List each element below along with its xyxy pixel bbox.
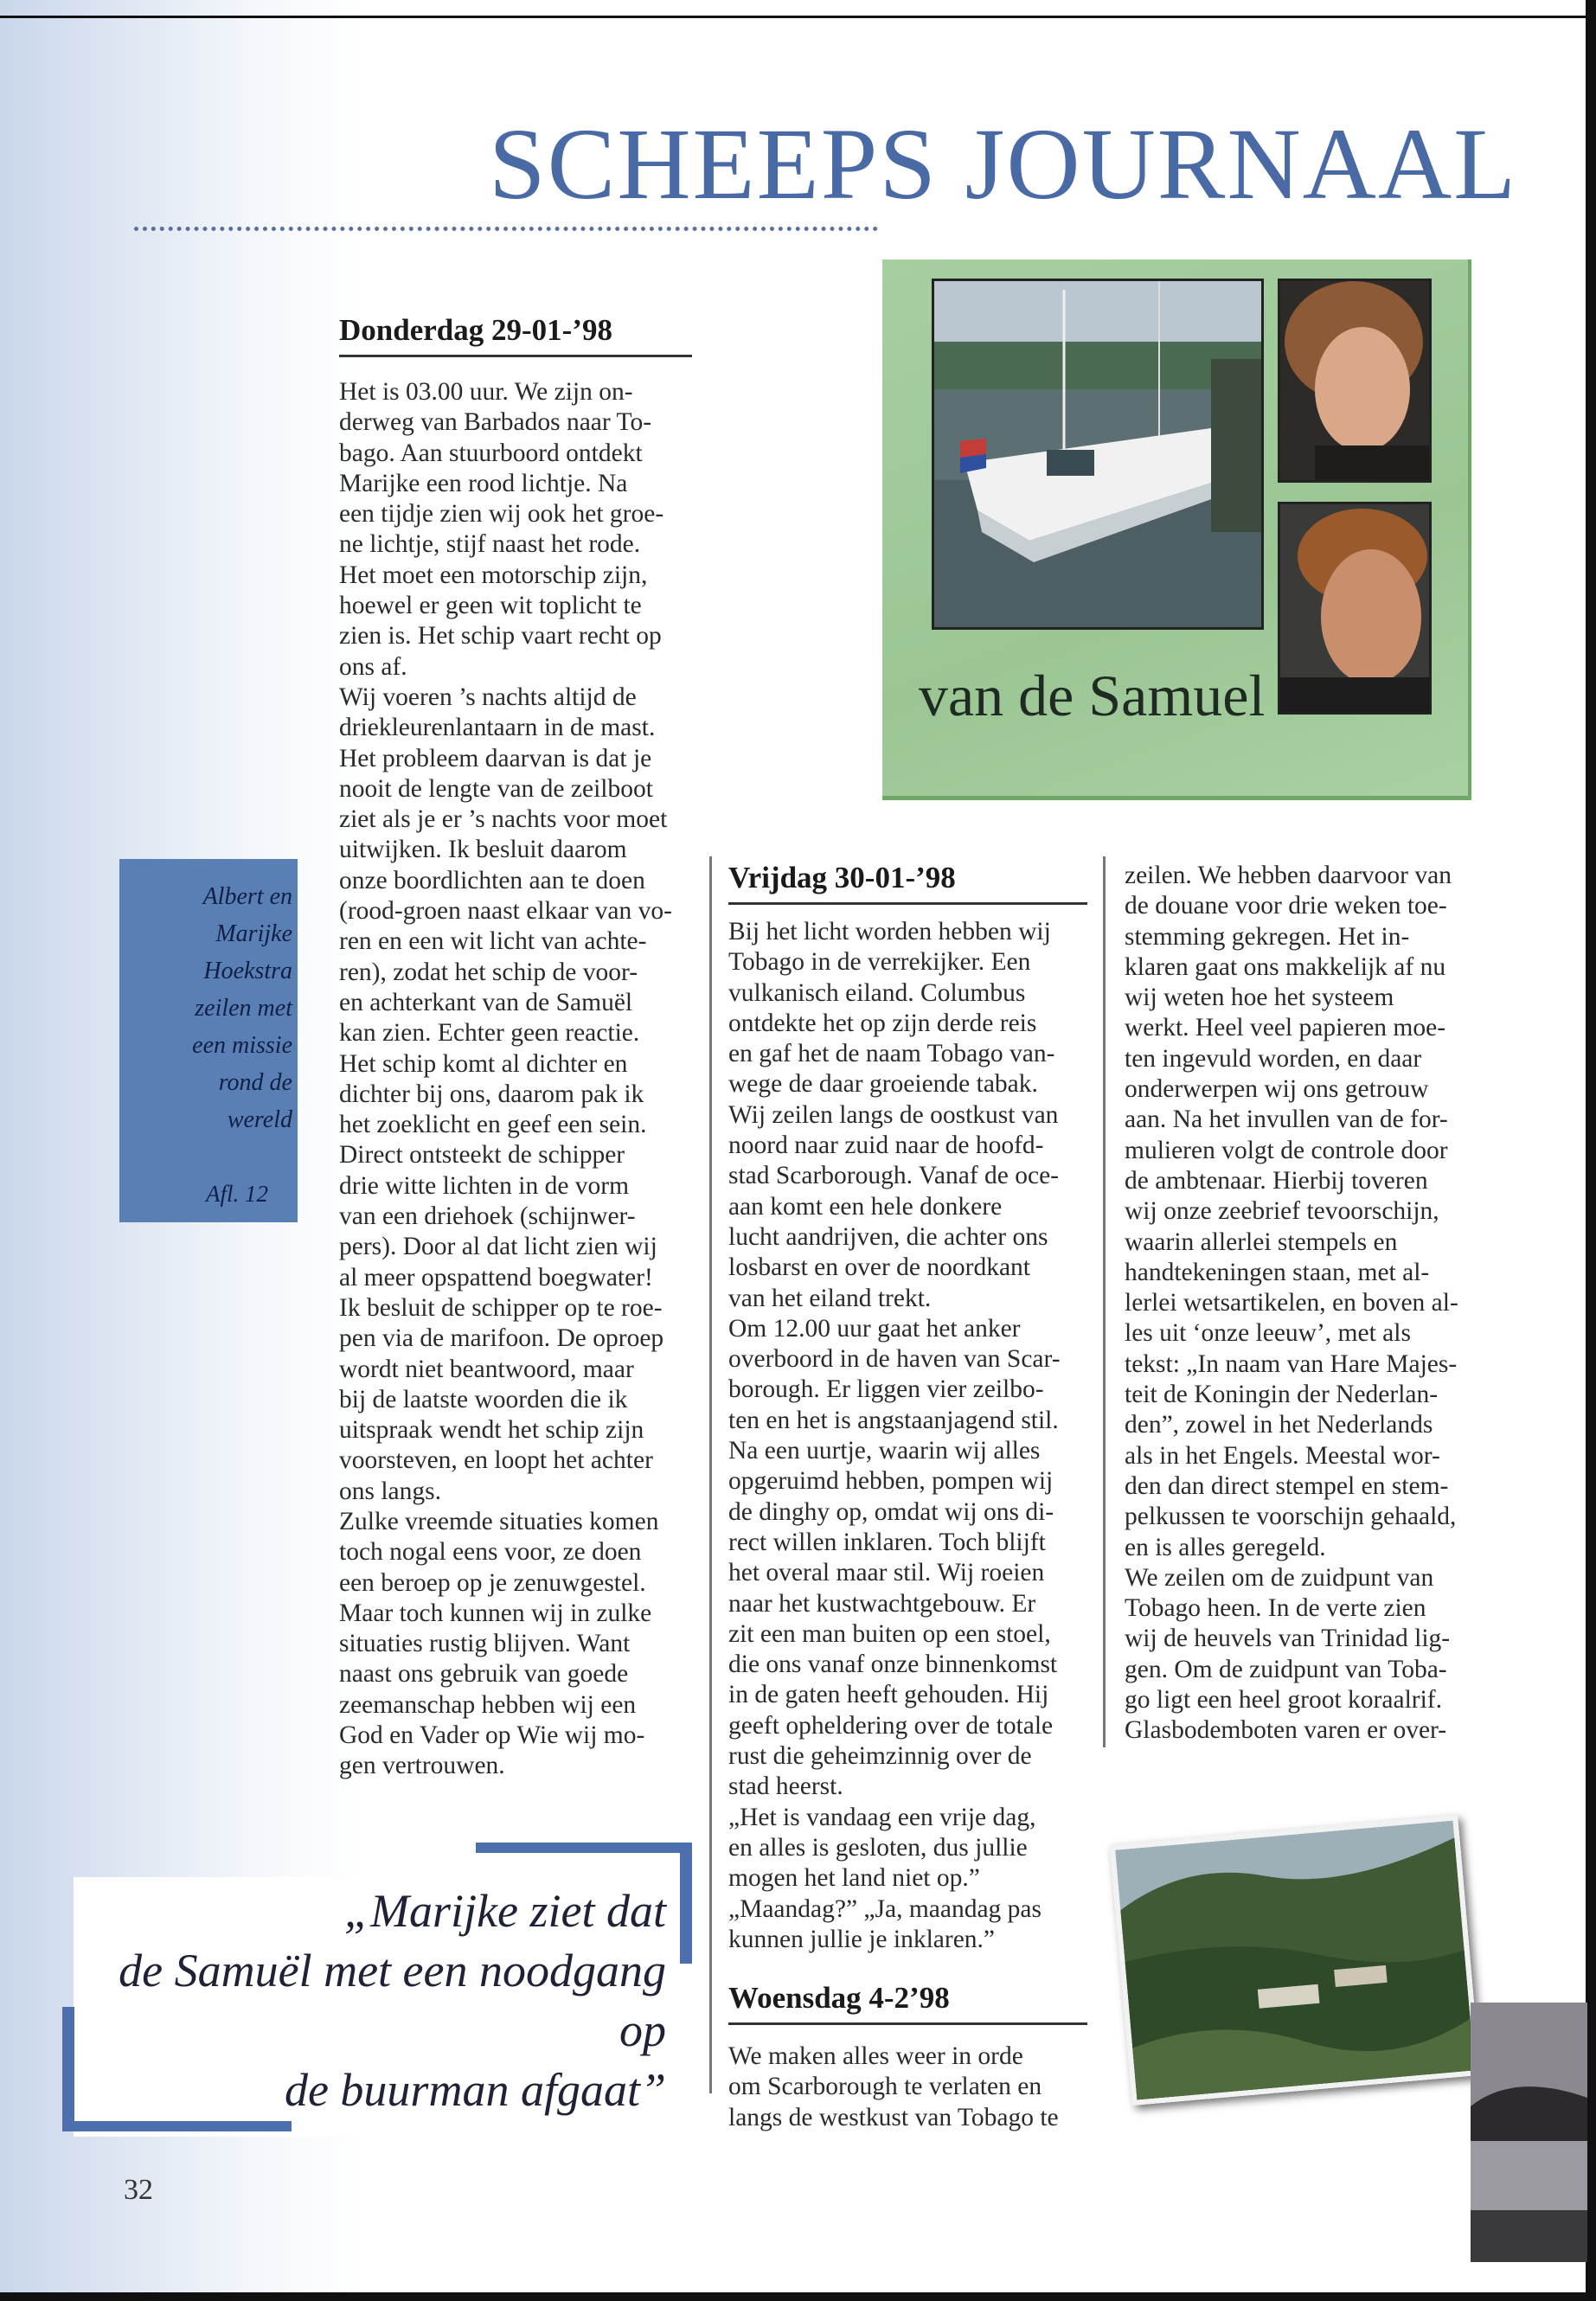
sidebar-line: een missie [192,1032,292,1059]
sidebar-line: Marijke [215,920,292,947]
text-line: borough. Er liggen vier zeilbo- [728,1375,1044,1404]
sailboat-photo [932,279,1264,630]
text-line: Na een uurtje, waarin wij alles [728,1437,1041,1465]
text-line: bij de laatste woorden die ik [339,1385,628,1413]
portrait-marijke [1278,279,1432,483]
text-line: Maar toch kunnen wij in zulke [339,1599,652,1627]
text-line: mogen het land niet op.” [728,1864,980,1893]
text-line: les uit ‘onze leeuw’, met als [1125,1319,1411,1348]
pull-quote-line: „Marijke ziet dat [344,1885,666,1937]
text-line: de ambtenaar. Hierbij toveren [1125,1166,1428,1195]
text-line: „Maandag?” „Ja, maandag pas [728,1894,1042,1923]
text-line: Het is 03.00 uur. We zijn on- [339,378,633,406]
text-line: naar het kustwachtgebouw. Er [728,1589,1036,1618]
text-line: Tobago in de verrekijker. Een [728,948,1031,977]
text-line: Het moet een motorschip zijn, [339,561,648,589]
text-line: ren), zodat het schip de voor- [339,958,638,986]
page-number: 32 [124,2174,153,2206]
text-line: rust die geheimzinnig over de [728,1742,1032,1771]
text-line: wege de daar groeiende tabak. [728,1070,1038,1099]
text-line: tekst: „In naam van Hare Majes- [1125,1349,1458,1378]
text-line: opgeruimd hebben, pompen wij [728,1467,1054,1496]
text-line: pen via de marifoon. De oproep [339,1324,664,1353]
text-line: aan komt een hele donkere [728,1192,1003,1221]
text-line: zeilen. We hebben daarvoor van [1125,862,1452,889]
sidebar-line: Albert en [202,883,292,910]
text-line: stad Scarborough. Vanaf de oce- [728,1162,1060,1190]
text-line: kunnen jullie je inklaren.” [728,1925,996,1953]
text-line: Zulke vreemde situaties komen [339,1507,659,1535]
text-line: langs de westkust van Tobago te [728,2103,1059,2131]
text-line: zeemanschap hebben wij een [339,1690,637,1719]
pull-quote [87,1881,666,2120]
text-line: bago. Aan stuurboord ontdekt [339,439,643,467]
sunset-photo [1471,2003,1587,2262]
text-line: aan. Na het invullen van de for- [1125,1106,1448,1134]
pull-quote-line: de Samuël met een noodgang op [119,1945,666,2056]
text-line: toch nogal eens voor, ze doen [339,1538,642,1567]
text-line: Om 12.00 uur gaat het anker [728,1314,1021,1343]
sidebar-tagline [119,878,292,1138]
sidebar-line: Hoekstra [203,958,292,984]
text-line: Bij het licht worden hebben wij [728,918,1051,945]
portrait-marijke-illustration [1280,281,1429,480]
text-line: om Scarborough te verlaten en [728,2073,1042,2101]
text-line: ten ingevuld worden, en daar [1125,1044,1422,1073]
text-line: We maken alles weer in orde [728,2042,1023,2070]
text-line: God en Vader op Wie wij mo- [339,1721,645,1750]
text-line: handtekeningen staan, met al- [1125,1258,1430,1286]
text-line: al meer opspattend boegwater! [339,1263,653,1292]
text-line: uitspraak wendt het schip zijn [339,1416,644,1445]
quote-bar-bottom [62,2121,292,2131]
text-line: van het eiland trekt. [728,1284,932,1312]
text-line: en alles is gesloten, dus jullie [728,1833,1028,1862]
text-line: zien is. Het schip vaart recht op [339,622,662,651]
text-line: kan zien. Echter geen reactie. [339,1019,640,1048]
text-line: lerlei wetsartikelen, en boven al- [1125,1289,1458,1317]
text-line: den”, zowel in het Nederlands [1125,1411,1433,1439]
text-line: overboord in de haven van Scar- [728,1345,1061,1374]
text-line: in de gaten heeft gehouden. Hij [728,1681,1049,1709]
text-line: derweg van Barbados naar To- [339,408,652,437]
text-line: een tijdje zien wij ook het groe- [339,500,664,529]
text-line: en gaf het de naam Tobago van- [728,1040,1055,1068]
text-line: voorsteven, en loopt het achter [339,1446,653,1475]
text-line: rect willen inklaren. Toch blijft [728,1528,1046,1556]
text-line: hoewel er geen wit toplicht te [339,592,642,620]
text-line: onderwerpen wij ons getrouw [1125,1075,1429,1104]
portrait-albert-illustration [1280,504,1429,712]
text-line: Glasbodemboten varen er over- [1125,1716,1447,1745]
text-line: Marijke een rood lichtje. Na [339,469,628,497]
text-line: waarin allerlei stempels en [1125,1227,1398,1256]
text-line: situaties rustig blijven. Want [339,1630,631,1658]
text-line: het zoeklicht en geef een sein. [339,1111,647,1139]
text-line: Wij voeren ’s nachts altijd de [339,683,637,711]
entry-body-thursday [339,377,702,1782]
text-line: de douane voor drie weken toe- [1125,892,1447,920]
column-rule [709,856,712,2093]
episode-label: Afl. 12 [206,1181,268,1207]
entry-date-friday: Vrijdag 30-01-’98 [728,861,1087,905]
sidebar-line: zeilen met [195,995,292,1022]
pull-quote-line: de buurman afgaat” [284,2064,666,2116]
text-line: naast ons gebruik van goede [339,1660,629,1689]
text-line: Direct ontsteekt de schipper [339,1141,625,1170]
text-line: mulieren volgt de controle door [1125,1136,1448,1164]
text-line: drie witte lichten in de vorm [339,1171,630,1200]
text-line: teit de Koningin der Nederlan- [1125,1381,1439,1409]
text-line: van een driehoek (schijnwer- [339,1202,636,1231]
text-line: losbarst en over de noordkant [728,1253,1030,1282]
text-line: die ons vanaf onze binnenkomst [728,1650,1058,1679]
column-rule [1103,856,1106,1747]
text-line: gen. Om de zuidpunt van Toba- [1125,1655,1447,1683]
text-line: nooit de lengte van de zeilboot [339,774,653,803]
text-line: ons langs. [339,1477,441,1505]
text-line: lucht aandrijven, die achter ons [728,1222,1048,1251]
text-line: We zeilen om de zuidpunt van [1125,1563,1434,1592]
text-line: pelkussen te voorschijn gehaald, [1125,1503,1457,1531]
quote-bar-right [680,1843,692,1964]
title-dotted-rule [134,227,878,231]
text-line: ne lichtje, stijf naast het rode. [339,530,641,559]
text-line: ziet als je er ’s nachts voor moet [339,805,668,834]
text-line: ren en een wit licht van achte- [339,927,647,956]
text-line: ten en het is angstaanjagend stil. [728,1406,1059,1434]
text-line: zit een man buiten op een stoel, [728,1619,1051,1648]
text-line: het overal maar stil. Wij roeien [728,1559,1045,1587]
text-line: en is alles geregeld. [1125,1533,1326,1561]
text-line: stemming gekregen. Het in- [1125,922,1410,951]
text-line: onze boordlichten aan te doen [339,866,645,894]
text-line: wordt niet beantwoord, maar [339,1355,634,1383]
text-line: stad heerst. [728,1772,843,1801]
text-line: vulkanisch eiland. Columbus [728,978,1026,1007]
entry-date-wednesday: Woensdag 4-2’98 [728,1981,1087,2025]
text-line: wij onze zeebrief tevoorschijn, [1125,1197,1439,1226]
entry-body-continued [1125,861,1488,1747]
quote-bar-top [476,1843,692,1853]
text-line: dichter bij ons, daarom pak ik [339,1080,644,1108]
top-border [0,16,1596,18]
tobago-landscape-illustration [1115,1820,1475,2099]
text-line: den dan direct stempel en stem- [1125,1471,1449,1500]
entry-body-wednesday [728,2041,1096,2133]
journal-title: SCHEEPS JOURNAAL [489,107,1518,221]
text-line: geeft opheldering over de totale [728,1711,1054,1740]
text-line: Ik besluit de schipper op te roe- [339,1293,663,1322]
text-line: Tobago heen. In de verte zien [1125,1594,1426,1623]
entry-body-friday [728,917,1096,1955]
text-line: go ligt een heel groot koraalrif. [1125,1686,1442,1715]
text-line: de dinghy op, omdat wij ons di- [728,1497,1054,1526]
entry-date-thursday: Donderdag 29-01-’98 [339,313,692,357]
quote-bar-left [62,2007,74,2128]
bottom-scan-edge [0,2292,1596,2301]
text-line: Het schip komt al dichter en [339,1049,628,1078]
text-line: noord naar zuid naar de hoofd- [728,1131,1044,1160]
tobago-coast-photo [1110,1815,1481,2106]
text-line: werkt. Heel veel papieren moe- [1125,1014,1446,1042]
text-line: wij de heuvels van Trinidad lig- [1125,1625,1451,1653]
text-line: als in het Engels. Meestal wor- [1125,1441,1440,1470]
text-line: pers). Door al dat licht zien wij [339,1233,657,1261]
right-scan-edge [1586,0,1596,2301]
text-line: en achterkant van de Samuël [339,988,633,1016]
text-line: driekleurenlantaarn in de mast. [339,714,656,742]
text-line: uitwijken. Ik besluit daarom [339,836,627,864]
text-line: (rood-groen naast elkaar van vo- [339,897,672,926]
text-line: wij weten hoe het systeem [1125,984,1394,1012]
portrait-albert [1278,502,1432,715]
text-line: een beroep op je zenuwgestel. [339,1568,646,1597]
text-line: gen vertrouwen. [339,1752,505,1780]
sailboat-illustration [934,281,1261,627]
text-line: Wij zeilen langs de oostkust van [728,1100,1059,1129]
sidebar-line: rond de [218,1069,292,1096]
sidebar-line: wereld [227,1106,292,1133]
text-line: Het probleem daarvan is dat je [339,744,652,772]
sunset-illustration [1471,2003,1587,2262]
text-line: „Het is vandaag een vrije dag, [728,1803,1036,1831]
text-line: ontdekte het op zijn derde reis [728,1009,1037,1037]
text-line: klaren gaat ons makkelijk af nu [1125,952,1446,981]
panel-caption: van de Samuel [919,663,1266,728]
text-line: ons af. [339,652,407,681]
